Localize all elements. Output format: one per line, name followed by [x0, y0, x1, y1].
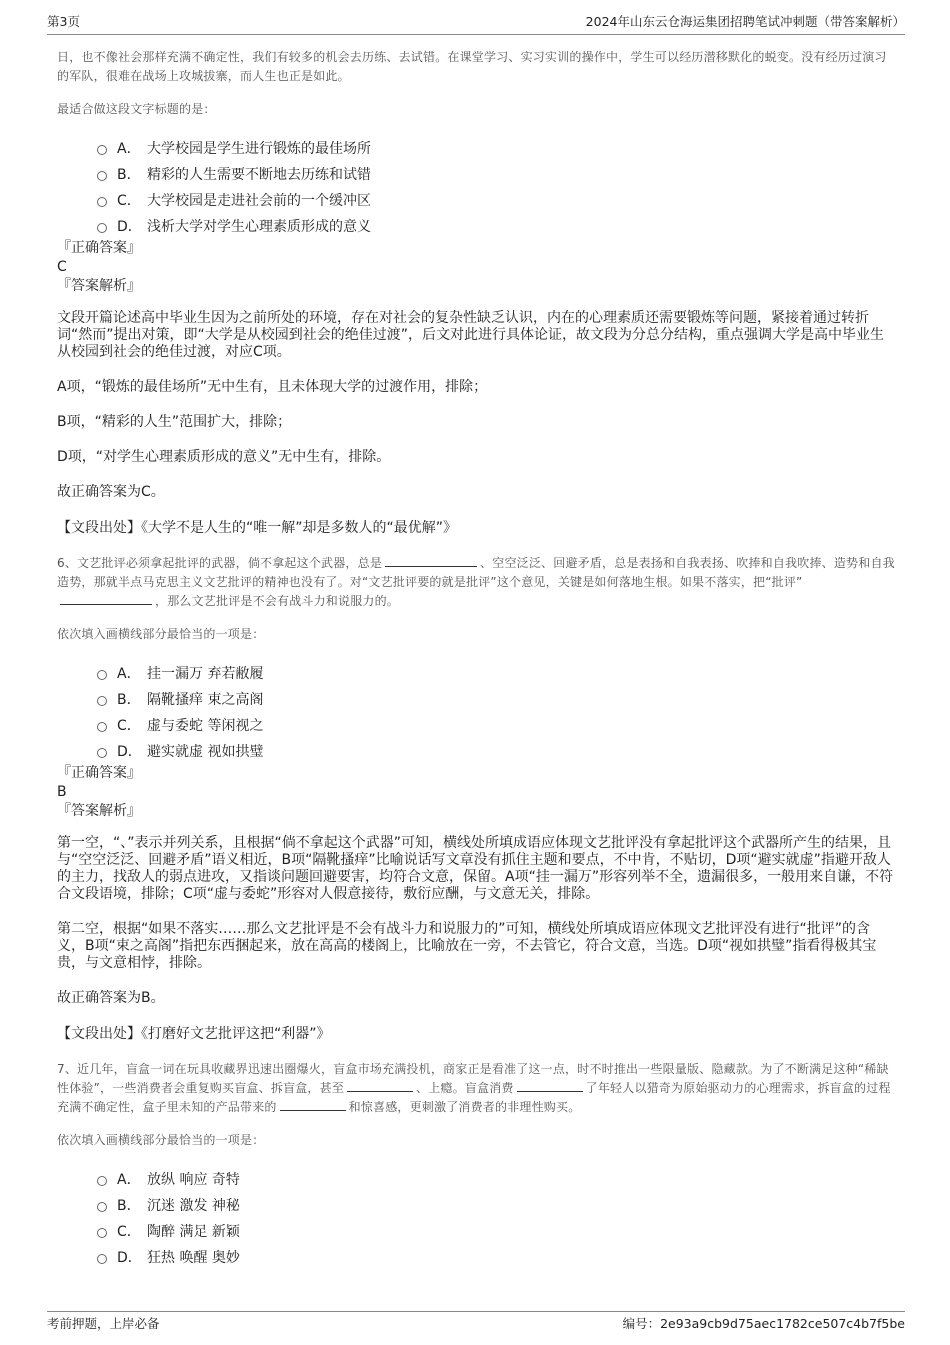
- radio-icon[interactable]: [97, 145, 107, 155]
- q6-analysis-2: 第二空，根据“如果不落实……那么文艺批评是不会有战斗力和说服力的”可知，横线处所填成语应体现文艺批评没有进行“批评”的含义，B项“束之高阁”指把东西捆起来，放在高高的楼阁上，比喻放在一旁，不去管它，符合文意，当选。D项“视如拱璧”指看得极其宝贵，与文意相悖，排除。: [57, 921, 877, 971]
- document-title: 2024年山东云仓海运集团招聘笔试冲刺题（带答案解析）: [585, 14, 905, 29]
- q5-source: 【文段出处】《大学不是人生的“唯一解”却是多数人的“最优解”》: [57, 520, 458, 536]
- option-letter: B．: [117, 167, 141, 183]
- q6-stem-2: 、空空泛泛、回避矛盾，总是表扬和自我表扬、吹捧和自我吹捧、造势和自我造势，那就半点马克思主义文艺批评的精神也没有了。对“文艺批评要的就是批评”这个意见，关键是如何落地生根。如果不落实，把“批评”: [57, 556, 895, 589]
- q7-option-a[interactable]: [97, 1166, 895, 1192]
- q6-option-d[interactable]: [97, 738, 895, 764]
- answer-blank: [347, 1079, 413, 1092]
- q6-stem: [57, 554, 895, 611]
- q7-option-b[interactable]: [97, 1192, 895, 1218]
- q7-stem-2: 、上瘾。盲盒消费: [416, 1081, 514, 1095]
- q5-analysis-5: 故正确答案为C。: [57, 484, 165, 500]
- q6-stem-1: 6、文艺批评必须拿起批评的武器，倘不拿起这个武器，总是: [57, 556, 383, 570]
- q7-stem: [57, 1060, 895, 1117]
- option-text: 陶醉 满足 新颖: [147, 1224, 240, 1240]
- footer-slogan: 考前押题，上岸必备: [47, 1316, 160, 1331]
- q6-prompt: 依次填入画横线部分最恰当的一项是：: [57, 627, 265, 641]
- option-letter: A．: [117, 1172, 141, 1188]
- q5-option-b[interactable]: [97, 161, 895, 187]
- radio-icon[interactable]: [97, 171, 107, 181]
- option-letter: C．: [117, 718, 141, 734]
- document-code: 编号：2e93a9cb9d75aec1782ce507c4b7f5be: [622, 1316, 905, 1331]
- option-text: 虚与委蛇 等闲视之: [147, 718, 264, 734]
- q6-analysis-label: 『答案解析』: [57, 803, 141, 819]
- radio-icon[interactable]: [97, 670, 107, 680]
- q5-answer: C: [57, 259, 67, 275]
- option-letter: A．: [117, 141, 141, 157]
- q6-analysis-3: 故正确答案为B。: [57, 990, 165, 1006]
- radio-icon[interactable]: [97, 223, 107, 233]
- radio-icon[interactable]: [97, 722, 107, 732]
- option-letter: D．: [117, 219, 142, 235]
- q7-stem-1: 7、近几年，盲盒一词在玩具收藏界迅速出圈爆火，盲盒市场充满投机，商家正是看准了这一点，时不时推出一些限量版、隐藏款。为了不断满足这种“稀缺性体验”，一些消费者会重复购买盲盒、拆盲盒，甚至: [57, 1062, 889, 1095]
- option-text: 避实就虚 视如拱璧: [147, 744, 264, 760]
- q6-stem-3: ，那么文艺批评是不会有战斗力和说服力的。: [155, 594, 400, 608]
- answer-blank: [280, 1098, 346, 1111]
- q7-stem-3: 了年轻人以猎奇为原始驱动力的心理需求，拆盲盒的过程充满不确定性，盒子里未知的产品带来的: [57, 1081, 891, 1114]
- option-text: 精彩的人生需要不断地去历练和试错: [147, 167, 371, 183]
- q7-options: [57, 1166, 895, 1270]
- q7-prompt: 依次填入画横线部分最恰当的一项是：: [57, 1133, 265, 1147]
- page-number: 第3页: [47, 14, 80, 29]
- q5-option-a[interactable]: [97, 135, 895, 161]
- q5-prompt: 最适合做这段文字标题的是：: [57, 102, 216, 116]
- q7-option-c[interactable]: [97, 1218, 895, 1244]
- q7-option-d[interactable]: [97, 1244, 895, 1270]
- radio-icon[interactable]: [97, 1202, 107, 1212]
- q6-analysis-1: 第一空，“、”表示并列关系，且根据“倘不拿起这个武器”可知，横线处所填成语应体现文艺批评没有拿起批评这个武器所产生的结果，且与“空空泛泛、回避矛盾”语义相近，B项“隔靴搔痒”比喻说话写文章没有抓住主题和要点，不中肯，不贴切，D项“避实就虚”指避开敌人的主力，找敌人的弱点进攻，又指谈问题回避要害，均符合文意，保留。A项“挂一漏万”形容列举不全，遗漏很多，一般用来自谦，不符合文段语境，排除；C项“虚与委蛇”形容对人假意接待，敷衍应酬，与文意无关，排除。: [57, 835, 894, 902]
- q6-options: [57, 660, 895, 764]
- option-letter: C．: [117, 193, 141, 209]
- option-letter: C．: [117, 1224, 141, 1240]
- option-letter: B．: [117, 692, 141, 708]
- q6-answer: B: [57, 784, 67, 800]
- option-letter: B．: [117, 1198, 141, 1214]
- q6-answer-label: 『正确答案』: [57, 765, 141, 781]
- option-letter: D．: [117, 744, 142, 760]
- option-text: 沉迷 激发 神秘: [147, 1198, 240, 1214]
- option-text: 隔靴搔痒 束之高阁: [147, 692, 264, 708]
- option-text: 狂热 唤醒 奥妙: [147, 1250, 240, 1266]
- q5-analysis-2: A项，“锻炼的最佳场所”无中生有，且未体现大学的过渡作用，排除；: [57, 379, 488, 395]
- q6-option-a[interactable]: [97, 660, 895, 686]
- main-content: [57, 48, 895, 1270]
- q5-analysis-1: 文段开篇论述高中毕业生因为之前所处的环境，存在对社会的复杂性缺乏认识，内在的心理素质还需要锻炼等问题，紧接着通过转折词“然而”提出对策，即“大学是从校园到社会的绝佳过渡”，后文对此进行具体论证，故文段为分总分结构，重点强调大学是高中毕业生从校园到社会的绝佳过渡，对应C项。: [57, 310, 885, 360]
- q6-source: 【文段出处】《打磨好文艺批评这把“利器”》: [57, 1026, 331, 1042]
- page-footer: [47, 1311, 905, 1336]
- option-text: 大学校园是学生进行锻炼的最佳场所: [147, 141, 371, 157]
- option-text: 浅析大学对学生心理素质形成的意义: [147, 219, 371, 235]
- q5-analysis-3: B项，“精彩的人生”范围扩大，排除；: [57, 414, 292, 430]
- answer-blank: [517, 1079, 583, 1092]
- radio-icon[interactable]: [97, 1228, 107, 1238]
- radio-icon[interactable]: [97, 748, 107, 758]
- q5-analysis-4: D项，“对学生心理素质形成的意义”无中生有，排除。: [57, 449, 391, 465]
- radio-icon[interactable]: [97, 1176, 107, 1186]
- q5-option-c[interactable]: [97, 187, 895, 213]
- q5-options: [57, 135, 895, 239]
- radio-icon[interactable]: [97, 1254, 107, 1264]
- option-text: 挂一漏万 弃若敝履: [147, 666, 264, 682]
- option-text: 放纵 响应 奇特: [147, 1172, 240, 1188]
- radio-icon[interactable]: [97, 696, 107, 706]
- q6-option-c[interactable]: [97, 712, 895, 738]
- option-letter: A．: [117, 666, 141, 682]
- q7-stem-4: 和惊喜感，更刺激了消费者的非理性购买。: [348, 1100, 581, 1114]
- page-header: [47, 12, 905, 35]
- option-text: 大学校园是走进社会前的一个缓冲区: [147, 193, 371, 209]
- option-letter: D．: [117, 1250, 142, 1266]
- q5-passage: 日，也不像社会那样充满不确定性，我们有较多的机会去历练、去试错。在课堂学习、实习实训的操作中，学生可以经历潜移默化的蜕变。没有经历过演习的军队，很难在战场上攻城拔寨，而人生也正是如此。: [57, 50, 887, 83]
- radio-icon[interactable]: [97, 197, 107, 207]
- q5-analysis-label: 『答案解析』: [57, 278, 141, 294]
- q5-answer-label: 『正确答案』: [57, 240, 141, 256]
- q5-option-d[interactable]: [97, 213, 895, 239]
- answer-blank: [385, 554, 477, 567]
- answer-blank: [60, 592, 152, 605]
- q6-option-b[interactable]: [97, 686, 895, 712]
